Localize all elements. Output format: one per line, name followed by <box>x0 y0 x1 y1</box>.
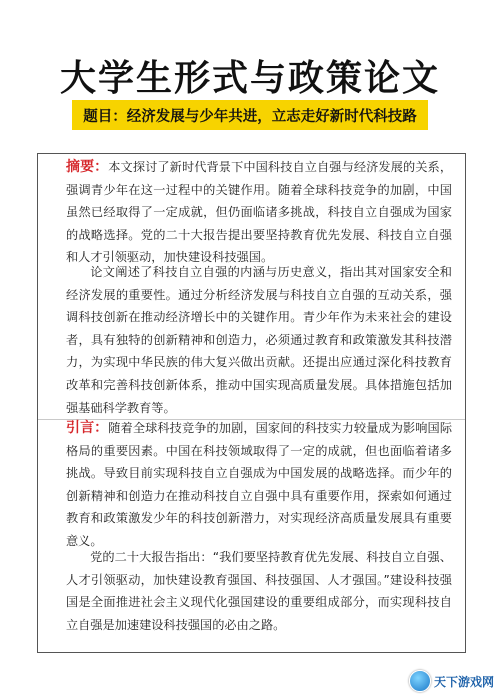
abstract-paragraph <box>66 156 452 269</box>
abstract-text-2: 论文阐述了科技自立自强的内涵与历史意义，指出其对国家安全和经济发展的重要性。通过分析经济发展与科技自立自强的互动关系，强调科技创新在推动经济增长中的关键作用。青少年作为未来社会的建设者，具有独特的创新精神和创造力，必须通过教育和政策激发其科技潜力，为实现中华民族的伟大复兴做出贡献。还提出应通过深化科技教育改革和完善科技创新体系，推动中国实现高质量发展。具体措施包括加强基础科学教育等。 <box>66 265 452 415</box>
site-watermark <box>409 670 494 692</box>
intro-text: 随着全球科技竞争的加剧，国家间的科技实力较量成为影响国际格局的重要因素。中国在科技领域取得了一定的成就，但也面临着诸多挑战。导致目前实现科技自立自强成为中国发展的战略选择。而少年的创新精神和创造力在推动科技自立自强中具有重要作用，探索如何通过教育和政策激发少年的科技创新潜力，对实现经济高质量发展具有重要意义。 <box>66 421 453 548</box>
intro-paragraph <box>66 417 452 553</box>
abstract-paragraph-2 <box>66 261 452 419</box>
intro-heading: 引言： <box>66 420 109 436</box>
abstract-text: 本文探讨了新时代背景下中国科技自立自强与经济发展的关系，强调青少年在这一过程中的关键作用。随着全球科技竞争的加剧，中国虽然已经取得了一定成就，但仍面临诸多挑战，科技自立自强成为国家的战略选择。党的二十大报告提出要坚持教育优先发展、科技自立自强和人才引领驱动，加快建设科技强国。 <box>66 160 453 265</box>
paper-content-box <box>37 153 466 653</box>
subject-banner <box>72 100 428 130</box>
intro-paragraph-2 <box>66 546 452 636</box>
paper-title: 大学生形式与政策论文 <box>59 58 440 99</box>
intro-text-2: 党的二十大报告指出：“我们要坚持教育优先发展、科技自立自强、人才引领驱动，加快建设教育强国、科技强国、人才强国。”建设科技强国是全面推进社会主义现代化强国建设的重要组成部分，而实现科技自立自强是加速建设科技强国的必由之路。 <box>66 550 452 632</box>
watermark-text: 天下游戏网 <box>433 674 494 689</box>
abstract-heading: 摘要： <box>66 159 109 175</box>
subject-text: 题目：经济发展与少年共进，立志走好新时代科技路 <box>83 108 417 125</box>
watermark-logo-icon <box>409 670 431 692</box>
